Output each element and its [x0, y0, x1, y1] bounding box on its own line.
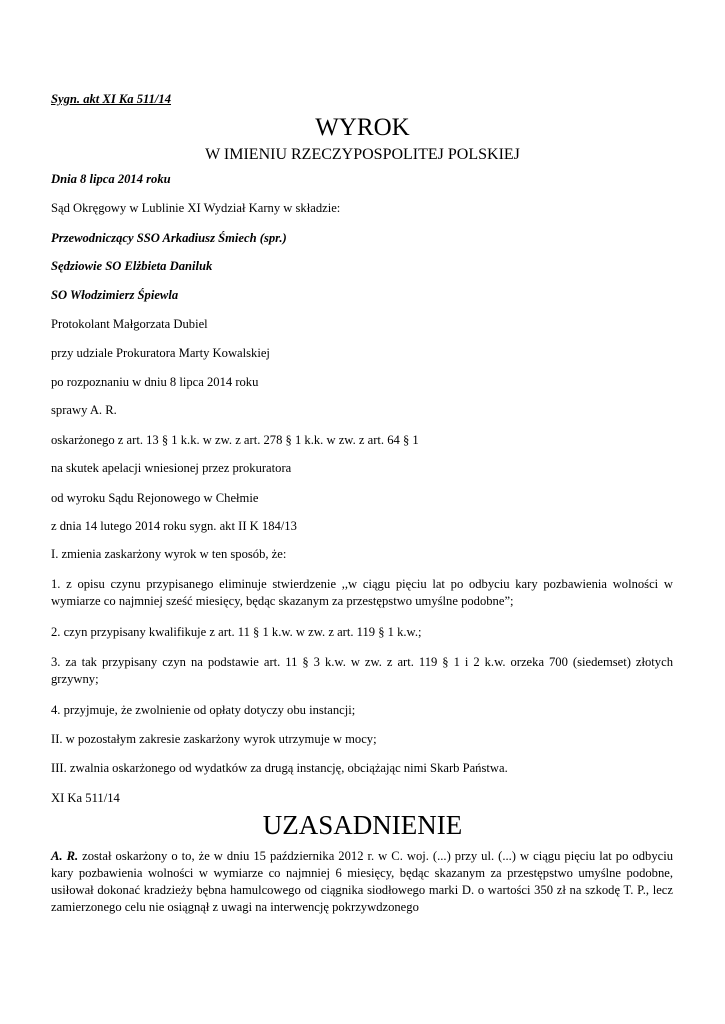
lower-judgment-date: z dnia 14 lutego 2014 roku sygn. akt II K 184/13: [51, 519, 297, 533]
prosecutor-line: przy udziale Prokuratora Marty Kowalskiej: [51, 346, 270, 360]
court-clerk: Protokolant Małgorzata Dubiel: [51, 317, 208, 331]
justification-title: UZASADNIENIE: [262, 810, 463, 840]
verdict-subpoint-4: 4. przyjmuje, że zwolnienie od opłaty dotyczy obu instancji;: [51, 703, 356, 717]
verdict-subpoint-1: 1. z opisu czynu przypisanego eliminuje stwierdzenie ,,w ciągu pięciu lat po odbyciu kary pozbawienia wolności w wymiarze co najmniej sześć miesięcy, będąc skazanym za przestępstwo umyślne podobne”;: [51, 577, 673, 608]
verdict-subpoint-3: 3. za tak przypisany czyn na podstawie art. 11 § 3 k.w. w zw. z art. 119 § 1 i 2 k.w. orzeka 700 (siedemset) złotych grzywny;: [51, 655, 673, 686]
accused-articles: oskarżonego z art. 13 § 1 k.k. w zw. z art. 278 § 1 k.k. w zw. z art. 64 § 1: [51, 433, 419, 447]
presiding-judge: Przewodniczący SSO Arkadiusz Śmiech (spr.): [51, 231, 287, 245]
verdict-subpoint-2: 2. czyn przypisany kwalifikuje z art. 11 § 1 k.w. w zw. z art. 119 § 1 k.w.;: [51, 625, 422, 639]
verdict-point-1: I. zmienia zaskarżony wyrok w ten sposób, że:: [51, 547, 287, 561]
judgment-date: Dnia 8 lipca 2014 roku: [51, 172, 171, 186]
judges-line-2: SO Włodzimierz Śpiewla: [51, 288, 179, 302]
justification-paragraph: [51, 848, 673, 916]
verdict-point-2: II. w pozostałym zakresie zaskarżony wyrok utrzymuje w mocy;: [51, 732, 377, 746]
judges-line-1: Sędziowie SO Elżbieta Daniluk: [51, 259, 213, 273]
document-title: WYROK: [315, 114, 410, 141]
court-line: Sąd Okręgowy w Lublinie XI Wydział Karny w składzie:: [51, 201, 341, 215]
lower-court-line: od wyroku Sądu Rejonowego w Chełmie: [51, 491, 259, 505]
justification-case-reference: XI Ka 511/14: [51, 791, 120, 805]
justification-text: został oskarżony o to, że w dniu 15 października 2012 r. w C. woj. (...) przy ul. (...) w ciągu pięciu lat po odbyciu kary pozbawienia wolności w wymiarze co najmniej 6 miesięcy, będąc skazanym za przestępstwo umyślne podobne, usiłował dokonać kradzieży bębna hamulcowego od ciągnika siodłowego marki D. o wartości 350 zł na szkodę T. P., lecz zamierzonego celu nie osiągnął z uwagi na interwencję pokrzywdzonego: [51, 849, 673, 914]
document-subtitle: W IMIENIU RZECZYPOSPOLITEJ POLSKIEJ: [205, 146, 520, 163]
defendant-name: A. R.: [51, 849, 79, 863]
case-reference: Sygn. akt XI Ka 511/14: [51, 92, 172, 106]
examination-date: po rozpoznaniu w dniu 8 lipca 2014 roku: [51, 375, 259, 389]
case-of: sprawy A. R.: [51, 403, 117, 417]
verdict-point-3: III. zwalnia oskarżonego od wydatków za drugą instancję, obciążając nimi Skarb Państwa.: [51, 761, 508, 775]
appeal-line: na skutek apelacji wniesionej przez prokuratora: [51, 461, 292, 475]
